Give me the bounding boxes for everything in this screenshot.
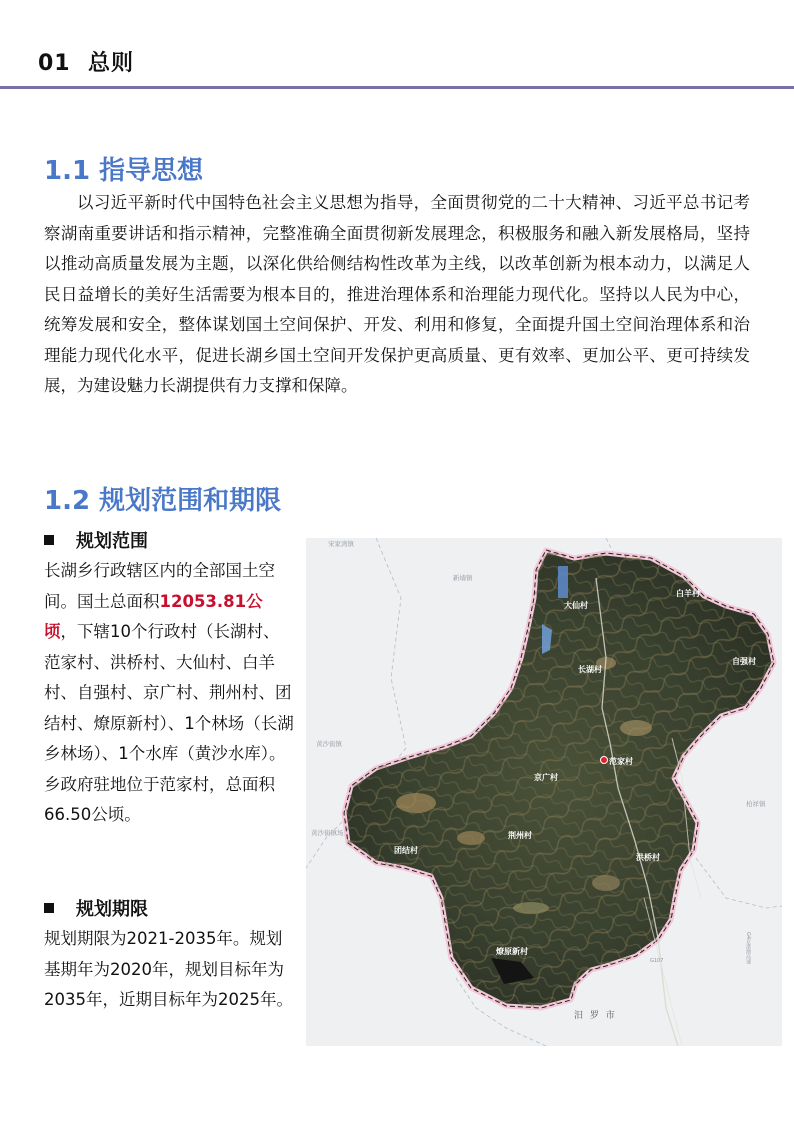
subheading-period-label: 规划期限	[76, 899, 148, 920]
road-label: G4京港澳高速	[745, 932, 751, 965]
village-label: 燎原新村	[496, 947, 528, 956]
map-svg	[306, 538, 782, 1046]
village-label: 白羊村	[676, 589, 700, 598]
scope-paragraph	[44, 556, 294, 831]
village-label: 范家村	[609, 757, 633, 766]
outside-label: 新墙镇	[453, 574, 473, 582]
section-title-scope-period: 1.2 规划范围和期限	[44, 486, 282, 516]
outside-label: 宋家湾镇	[328, 540, 354, 548]
subheading-scope	[44, 527, 148, 553]
road-label: G107	[650, 958, 664, 964]
scope-text-before: 长湖乡行政辖区内的全部国土空间。国土总面积	[44, 561, 275, 611]
water-body	[558, 566, 568, 598]
outside-label: 黄沙街镇场	[311, 829, 344, 837]
chapter-title	[38, 46, 134, 77]
outside-label: 黄沙街镇	[316, 740, 342, 748]
village-label: 长湖村	[578, 665, 602, 674]
square-bullet-icon	[44, 535, 54, 545]
total-area-highlight: 12053.81公顷	[44, 591, 263, 641]
township-seat-marker-icon	[601, 757, 608, 764]
scope-text-after: ，下辖10个行政村（长湖村、范家村、洪桥村、大仙村、白羊村、自强村、京广村、荆州村、团结村、燎原新村）、1个林场（长湖乡林场）、1个水库（黄沙水库）。乡政府驻地位于范家村，总面积66.50公顷。	[44, 622, 294, 824]
guiding-ideology-paragraph: 以习近平新时代中国特色社会主义思想为指导，全面贯彻党的二十大精神、习近平总书记考察湖南重要讲话和指示精神，完整准确全面贯彻新发展理念，积极服务和融入新发展格局，坚持以推动高质量发展为主题，以深化供给侧结构性改革为主线，以改革创新为根本动力，以满足人民日益增长的美好生活需要为根本目的，推进治理体系和治理能力现代化。坚持以人民为中心，统筹发展和安全，整体谋划国土空间保护、开发、利用和修复，全面提升国土空间治理体系和治理能力现代化水平，促进长湖乡国土空间开发保护更高质量、更有效率、更加公平、更可持续发展，为建设魅力长湖提供有力支撑和保障。	[44, 193, 750, 395]
period-paragraph: 规划期限为2021-2035年。规划基期年为2020年，规划目标年为2035年，近期目标年为2025年。	[44, 929, 293, 1009]
village-label: 京广村	[534, 773, 558, 782]
subheading-scope-label: 规划范围	[76, 531, 148, 552]
outside-label: 柏祥镇	[746, 800, 766, 808]
village-label: 荆州村	[508, 831, 532, 840]
chapter-name: 总则	[87, 51, 134, 76]
village-label: 大仙村	[564, 601, 588, 610]
square-bullet-icon	[44, 903, 54, 913]
section-title-guiding-ideology: 1.1 指导思想	[44, 156, 204, 186]
subheading-period	[44, 895, 148, 921]
village-label: 团结村	[394, 846, 418, 855]
township-satellite-map	[306, 538, 782, 1046]
outside-label-miluo: 汨 罗 市	[574, 1011, 617, 1021]
chapter-divider	[0, 86, 794, 89]
village-label: 洪桥村	[636, 853, 660, 862]
chapter-number: 01	[38, 51, 71, 76]
village-label: 自强村	[732, 657, 756, 666]
